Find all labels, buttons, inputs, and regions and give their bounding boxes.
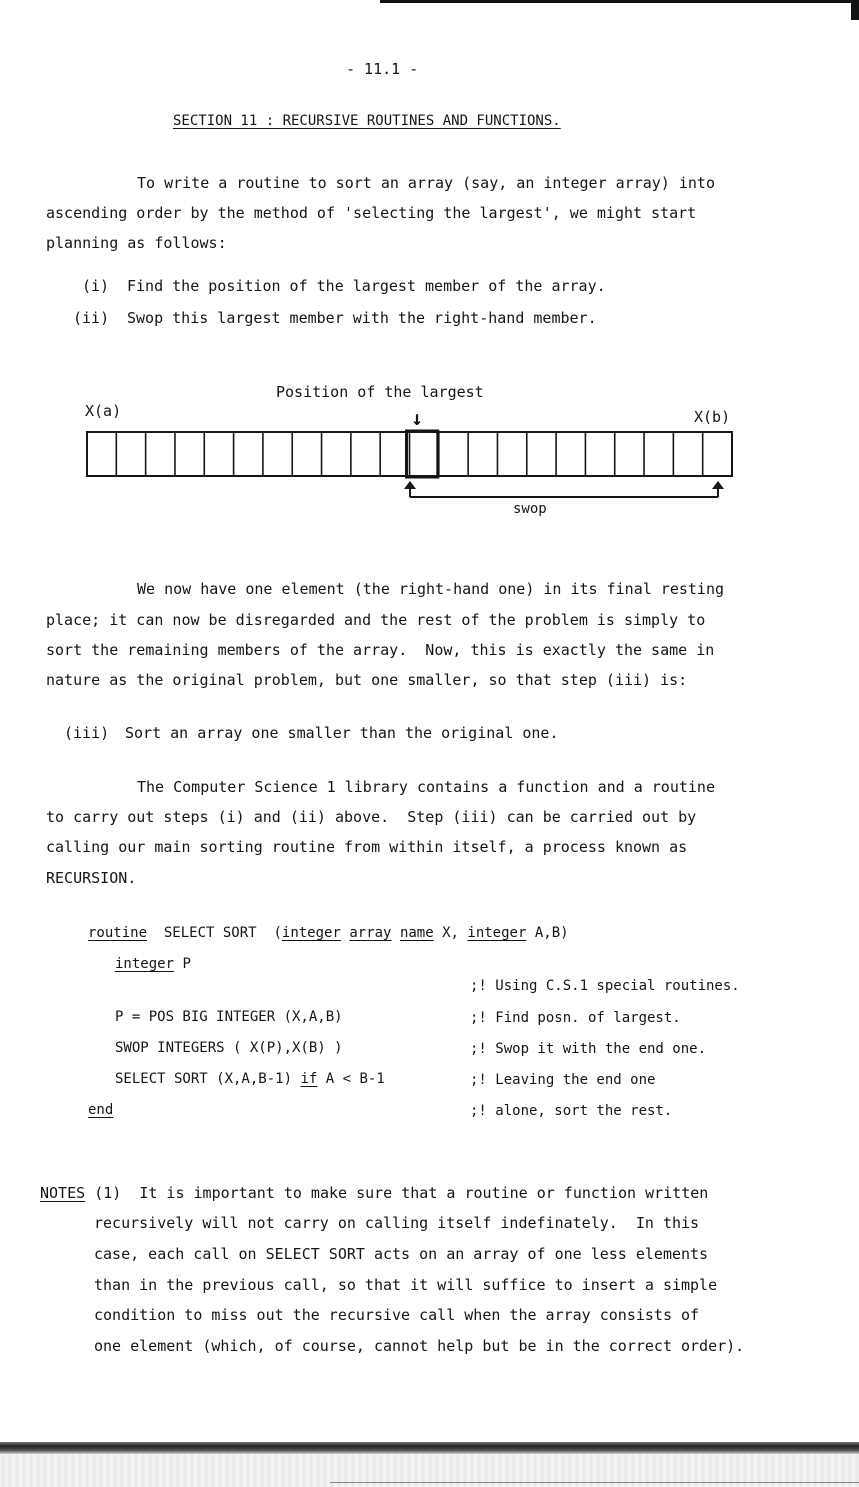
condition: A < B-1 bbox=[325, 1071, 385, 1087]
array-swap-diagram bbox=[0, 375, 859, 535]
notes-line-3: case, each call on SELECT SORT acts on an array of one less elements bbox=[94, 1245, 709, 1263]
para3-line-1: The Computer Science 1 library contains a function and a routine bbox=[137, 778, 715, 796]
code-line-swop: SWOP INTEGERS ( X(P),X(B) ) bbox=[115, 1040, 343, 1056]
keyword-end: end bbox=[88, 1102, 114, 1118]
param-ab: A,B) bbox=[534, 925, 569, 941]
routine-name: SELECT SORT bbox=[163, 925, 257, 941]
call-expr: SELECT SORT (X,A,B-1) bbox=[115, 1071, 293, 1087]
para3-line-3: calling our main sorting routine from within itself, a process known as bbox=[46, 838, 688, 856]
code-routine-header bbox=[88, 926, 569, 940]
var-p: P bbox=[182, 956, 191, 972]
diagram-swop-label: swop bbox=[513, 501, 547, 517]
notes-text-1: It is important to make sure that a routine or function written bbox=[139, 1184, 709, 1202]
keyword-integer-decl: integer bbox=[115, 956, 175, 972]
step-2-text: Swop this largest member with the right-hand member. bbox=[127, 309, 597, 327]
code-line-pos: P = POS BIG INTEGER (X,A,B) bbox=[115, 1009, 343, 1025]
diagram-label-right: X(b) bbox=[694, 408, 731, 426]
notes-line-6: one element (which, of course, cannot help but be in the correct order). bbox=[94, 1337, 745, 1355]
para3-line-2: to carry out steps (i) and (ii) above. Step (iii) can be carried out by bbox=[46, 808, 697, 826]
notes-line-5: condition to miss out the recursive call when the array consists of bbox=[94, 1306, 700, 1324]
notes-number: (1) bbox=[94, 1184, 122, 1202]
page-number: - 11.1 - bbox=[346, 60, 419, 78]
param-x: X, bbox=[442, 925, 459, 941]
keyword-integer: integer bbox=[281, 925, 341, 941]
keyword-routine: routine bbox=[88, 925, 148, 941]
section-title: SECTION 11 : RECURSIVE ROUTINES AND FUNCTIONS. bbox=[173, 113, 561, 129]
code-comment-5: ;! alone, sort the rest. bbox=[470, 1103, 673, 1119]
step-1-text: Find the position of the largest member of the array. bbox=[127, 277, 606, 295]
keyword-array: array bbox=[349, 925, 392, 941]
code-comment-1: ;! Using C.S.1 special routines. bbox=[470, 978, 740, 994]
step-2-number: (ii) bbox=[73, 309, 110, 327]
scan-border-bottom bbox=[0, 1442, 859, 1454]
code-comment-3: ;! Swop it with the end one. bbox=[470, 1041, 707, 1057]
keyword-integer-2: integer bbox=[467, 925, 527, 941]
code-line-call bbox=[115, 1072, 385, 1086]
swop-arrowhead-right-icon bbox=[712, 481, 724, 489]
diagram-down-arrow: ↓ bbox=[410, 406, 424, 430]
code-comment-2: ;! Find posn. of largest. bbox=[470, 1010, 681, 1026]
scan-border-corner bbox=[851, 0, 859, 20]
swop-bracket bbox=[404, 481, 724, 497]
diagram-label-left: X(a) bbox=[85, 402, 122, 420]
notes-first-line bbox=[40, 1186, 708, 1201]
keyword-if: if bbox=[300, 1071, 318, 1087]
para2-line-3: sort the remaining members of the array. Now, this is exactly the same in bbox=[46, 641, 715, 659]
para2-line-2: place; it can now be disregarded and the rest of the problem is simply to bbox=[46, 611, 706, 629]
diagram-position-label: Position of the largest bbox=[276, 383, 484, 401]
step-3-text: Sort an array one smaller than the original one. bbox=[125, 724, 559, 742]
intro-line-3: planning as follows: bbox=[46, 234, 227, 252]
para2-line-1: We now have one element (the right-hand one) in its final resting bbox=[137, 580, 724, 598]
array-cells bbox=[87, 431, 732, 477]
notes-line-4: than in the previous call, so that it will suffice to insert a simple bbox=[94, 1276, 718, 1294]
scan-border-top bbox=[380, 0, 859, 3]
code-comment-4: ;! Leaving the end one bbox=[470, 1072, 656, 1088]
swop-arrowhead-left-icon bbox=[404, 481, 416, 489]
paren-open: ( bbox=[273, 925, 282, 941]
code-declaration bbox=[115, 957, 191, 971]
notes-line-2: recursively will not carry on calling itself indefinately. In this bbox=[94, 1214, 700, 1232]
intro-line-1: To write a routine to sort an array (say, an integer array) into bbox=[137, 174, 715, 192]
notes-label: NOTES bbox=[40, 1184, 86, 1202]
step-3-number: (iii) bbox=[64, 724, 110, 742]
para3-line-4: RECURSION. bbox=[46, 869, 137, 887]
largest-cell-highlight bbox=[407, 431, 438, 477]
intro-line-2: ascending order by the method of 'selecting the largest', we might start bbox=[46, 204, 697, 222]
scan-edge-line bbox=[330, 1482, 859, 1483]
keyword-name: name bbox=[399, 925, 434, 941]
para2-line-4: nature as the original problem, but one smaller, so that step (iii) is: bbox=[46, 671, 688, 689]
step-1-number: (i) bbox=[82, 277, 110, 295]
